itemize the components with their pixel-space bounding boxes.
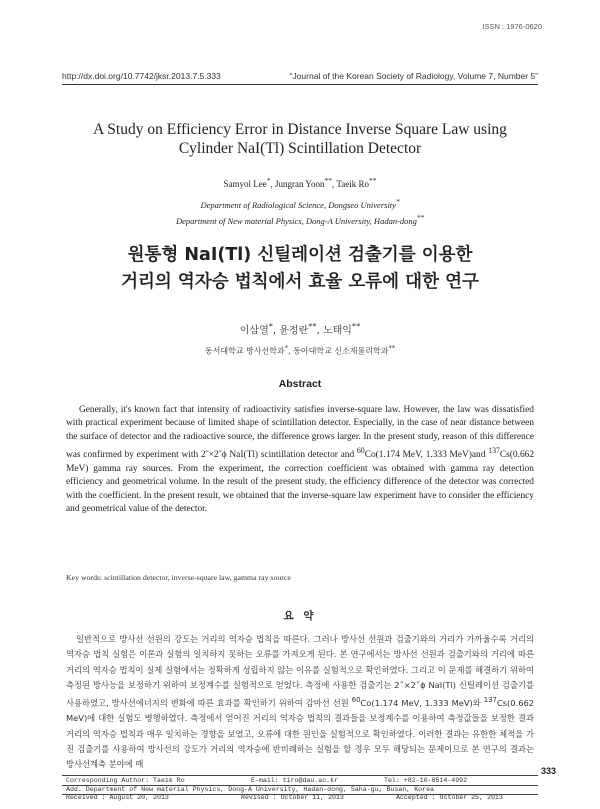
title-korean — [0, 242, 600, 296]
abstract-text-1: Generally, it's known fact that intensity of radioactivity satisfies inverse-square law. However, the law was dissatisfied with practical experiment because of limited shape of scintillation detector. Especially, in the case of near distance between the surface of detector and the radioactive source, the difference grows larger. In the present study, reason of this difference was confirmed by experiment with 2˝×2˝ϕ NaI(Tl) scintillation detector and — [66, 405, 534, 461]
footer-info — [66, 777, 536, 803]
affil-ko-2-mark: ** — [388, 344, 396, 352]
page-number: 333 — [540, 766, 556, 776]
authors-korean: 이삼열*, 윤정란**, 노태익** — [239, 321, 361, 337]
authors-english: Samyol Lee*, Jungran Yoon**, Taeik Ro** — [223, 176, 377, 189]
received-date: Received : August 20, 2013 — [66, 794, 169, 802]
summary-heading: 요 약 — [283, 610, 317, 622]
summary-text-3: Cs(0.662 MeV)에 대한 실험도 병행하였다. 측정에서 얻어진 거리의 역자승 법칙의 결과들을 보정계수를 이용하여 측정값들을 보정한 결과 거리의 역자승 법칙과 매우 일치하는 경향을 보였고, 오류에 대한 원인을 실험적으로 확인하였다. 이러한 결과는 유한한 체적을 가진 검출기를 사용하여 방사선의 강도가 거리의 역자승에 반비례하는 실험을 할 경우 모두 해당되는 문제이므로 본 연구의 결과는 방사선계측 분야에 매 — [66, 697, 535, 770]
author-ko-2-mark: ** — [308, 321, 317, 331]
author-email[interactable]: E-mail: tiro@dau.ac.kr — [251, 777, 339, 784]
footer-top-rule — [62, 775, 538, 776]
title-ko-line-2: 거리의 역자승 법칙에서 효율 오류에 대한 연구 — [121, 272, 479, 292]
abstract-heading: Abstract — [278, 378, 322, 390]
author-3-affil: ** — [368, 176, 377, 185]
author-telephone: Tel: +82-10-8514-4992 — [384, 777, 468, 784]
summary-cs137-superscript: 137 — [483, 696, 497, 705]
accepted-date: Accepted : October 25, 2013 — [396, 794, 503, 802]
affiliations-korean: 동서대학교 방사선학과*, 동아대학교 신소재물리학과** — [204, 344, 396, 356]
title-english — [0, 120, 600, 158]
summary-body — [66, 632, 534, 772]
summary-co60-superscript: 60 — [351, 696, 361, 705]
author-ko-2: 윤정란 — [279, 325, 309, 337]
author-2: Jungran Yoon — [275, 179, 325, 189]
title-en-line-2: Cylinder NaI(Tl) Scintillation Detector — [178, 140, 422, 157]
cs137-superscript: 137 — [488, 446, 500, 456]
abstract-body — [66, 404, 534, 516]
doi-link[interactable]: http://dx.doi.org/10.7742/jksr.2013.7.5.333 — [62, 71, 221, 81]
author-ko-1: 이삼열 — [239, 325, 269, 337]
department-1: Department of Radiological Science, Dongseo University — [200, 199, 396, 210]
abstract-paragraph — [66, 404, 534, 516]
abstract-text-3: Cs(0.662 MeV) gamma ray sources. From the experiment, the correction coefficient was obtained with gamma ray detection efficiency and geometrical volume. In the result of the present study, the efficiency difference of the detector was corrected with the coefficient. In the present result, we obtained that the inverse-square law experiment have to consider the efficiency and geometrical value of the detector. — [66, 450, 535, 514]
department-2: Department of New material Physics, Dong-A University, Hadan-dong — [176, 215, 417, 226]
department-2-mark: ** — [416, 213, 424, 222]
author-1: Samyol Lee — [223, 179, 267, 189]
title-ko-line-1: 원통형 NaI(Tl) 신틸레이션 검출기를 이용한 — [127, 245, 473, 265]
corresponding-author: Corresponding Author: Taeik Ro — [66, 777, 185, 784]
author-address: Add. Department of New material Physics, Dong-A University, Hadan-dong, Saha-gu, Busan, Korea — [66, 785, 434, 793]
summary-text-2: Co(1.174 MeV, 1.333 MeV)와 — [360, 697, 481, 708]
departments — [0, 196, 600, 228]
title-en-line-1: A Study on Efficiency Error in Distance Inverse Square Law using — [93, 121, 507, 138]
author-1-affil: * — [266, 176, 271, 185]
abstract-text-2: Co(1.174 MeV, 1.333 MeV)and — [364, 450, 486, 461]
summary-text-1: 일반적으로 방사선 선원의 강도는 거리의 역자승 법칙을 따른다. 그러나 방사선 선원과 검출기와의 거리가 가까울수록 거리의 역자승 법칙 실험은 이론과 실험의 일치하지 못하는 오류를 가져오게 된다. 본 연구에서는 방사선 선원과 검출기와의 거리에 따른 거리의 역자승 법칙이 실제 실험에서는 정확하게 성립하지 않는 이유를 실험적으로 확인하였다. 그리고 이 문제를 해결하기 위하여 측정된 방사능을 보정하기 위하여 보정계수를 실험적으로 얻었다. 측정에 사용한 검출기는 2˝×2˝ϕ NaI(Tl) 신틸레이션 검출기를 사용하였고, 방사선에너지의 변화에 따른 효과를 확인하기 위하여 감마선 선원 — [66, 634, 534, 708]
header-divider — [62, 84, 538, 85]
affil-ko-2: 동아대학교 신소재물리학과 — [293, 346, 389, 356]
author-2-affil: ** — [324, 176, 333, 185]
keywords: Key words: scintillation detector, inverse-square law, gamma ray source — [66, 573, 291, 582]
author-ko-3: 노태익 — [322, 325, 352, 337]
journal-citation: “Journal of the Korean Society of Radiology, Volume 7, Number 5” — [289, 71, 538, 81]
affil-ko-1: 동서대학교 방사선학과 — [204, 346, 285, 356]
footer-rule-1 — [62, 785, 538, 786]
author-ko-1-mark: * — [268, 321, 273, 331]
footer-row-dates — [66, 794, 536, 803]
issn: ISSN : 1976-0620 — [482, 22, 542, 31]
author-3: Taeik Ro — [336, 179, 369, 189]
footer-rule-2 — [62, 794, 538, 795]
affil-ko-1-mark: * — [284, 344, 289, 352]
revised-date: Revised : October 11, 2013 — [241, 794, 344, 802]
author-ko-3-mark: ** — [351, 321, 361, 331]
summary-paragraph — [66, 632, 534, 772]
department-1-mark: * — [395, 198, 400, 206]
co60-superscript: 60 — [356, 446, 365, 456]
